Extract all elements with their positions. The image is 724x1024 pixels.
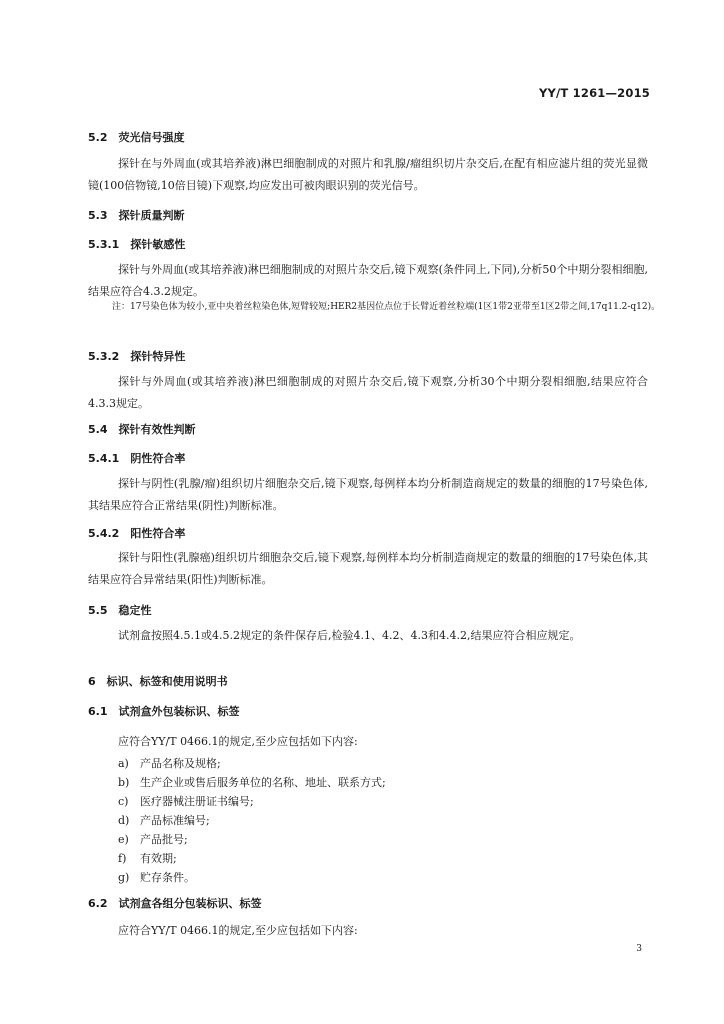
paragraph-5-4-2: 探针与阳性(乳腺癌)组织切片细胞杂交后,镜下观察,每例样本均分析制造商规定的数量的细胞的17号染色体,其结果应符合异常结果(阳性)判断标准。 — [88, 551, 648, 586]
heading-5-5: 5.5 稳定性 — [88, 604, 152, 617]
list-item-text: 生产企业或售后服务单位的名称、地址、联系方式; — [140, 776, 386, 789]
list-item — [118, 831, 188, 847]
list-item-label: c) — [118, 795, 129, 808]
heading-6-1: 6.1 试剂盒外包装标识、标签 — [88, 705, 240, 718]
list-item-label: e) — [118, 833, 129, 846]
heading-5-2: 5.2 荧光信号强度 — [88, 131, 185, 144]
standard-number: YY/T 1261—2015 — [538, 86, 650, 100]
heading-5-3-2: 5.3.2 探针特异性 — [88, 350, 186, 363]
list-item — [118, 755, 221, 771]
list-item-label: a) — [118, 757, 129, 770]
heading-6-2: 6.2 试剂盒各组分包装标识、标签 — [88, 897, 262, 910]
note-5-3-1: 注：17号染色体为较小,亚中央着丝粒染色体,短臂较短;HER2基因位点位于长臂近着丝粒端(1区1带2亚带至1区2带之间,17q11.2-q12)。 — [112, 302, 661, 312]
list-item-label: g) — [118, 871, 130, 884]
paragraph-5-3-1: 探针与外周血(或其培养液)淋巴细胞制成的对照片杂交后,镜下观察(条件同上,下同),分析50个中期分裂相细胞,结果应符合4.3.2规定。 — [88, 263, 648, 298]
intro-6-1: 应符合YY/T 0466.1的规定,至少应包括如下内容: — [118, 735, 358, 748]
list-item-text: 医疗器械注册证书编号; — [140, 795, 254, 808]
list-item-text: 产品批号; — [140, 833, 188, 846]
paragraph-5-4-1: 探针与阴性(乳腺/瘤)组织切片细胞杂交后,镜下观察,每例样本均分析制造商规定的数量的细胞的17号染色体,其结果应符合正常结果(阴性)判断标准。 — [88, 477, 648, 512]
list-item-text: 贮存条件。 — [140, 871, 195, 884]
heading-5-4: 5.4 探针有效性判断 — [88, 423, 196, 436]
intro-6-2: 应符合YY/T 0466.1的规定,至少应包括如下内容: — [118, 924, 358, 937]
list-item-text: 产品名称及规格; — [140, 757, 221, 770]
heading-5-3-1: 5.3.1 探针敏感性 — [88, 238, 186, 251]
list-item-text: 有效期; — [140, 852, 177, 865]
heading-5-3: 5.3 探针质量判断 — [88, 209, 185, 222]
list-item — [118, 850, 177, 866]
list-item-label: d) — [118, 814, 130, 827]
paragraph-5-2: 探针在与外周血(或其培养液)淋巴细胞制成的对照片和乳腺/瘤组织切片杂交后,在配有相应滤片组的荧光显微镜(100倍物镜,10倍目镜)下观察,均应发出可被肉眼识别的荧光信号。 — [88, 157, 648, 192]
list-item-label: f) — [118, 852, 127, 865]
heading-5-4-1: 5.4.1 阴性符合率 — [88, 452, 186, 465]
list-item — [118, 793, 254, 809]
list-item — [118, 774, 386, 790]
list-item-label: b) — [118, 776, 130, 789]
list-item — [118, 812, 210, 828]
heading-6: 6 标识、标签和使用说明书 — [88, 675, 228, 688]
paragraph-5-3-2: 探针与外周血(或其培养液)淋巴细胞制成的对照片杂交后,镜下观察,分析30个中期分裂相细胞,结果应符合4.3.3规定。 — [88, 375, 648, 410]
list-item — [118, 869, 195, 885]
page-number: 3 — [636, 944, 642, 954]
paragraph-5-5: 试剂盒按照4.5.1或4.5.2规定的条件保存后,检验4.1、4.2、4.3和4.4.2,结果应符合相应规定。 — [118, 629, 581, 642]
heading-5-4-2: 5.4.2 阳性符合率 — [88, 527, 186, 540]
list-item-text: 产品标准编号; — [140, 814, 210, 827]
